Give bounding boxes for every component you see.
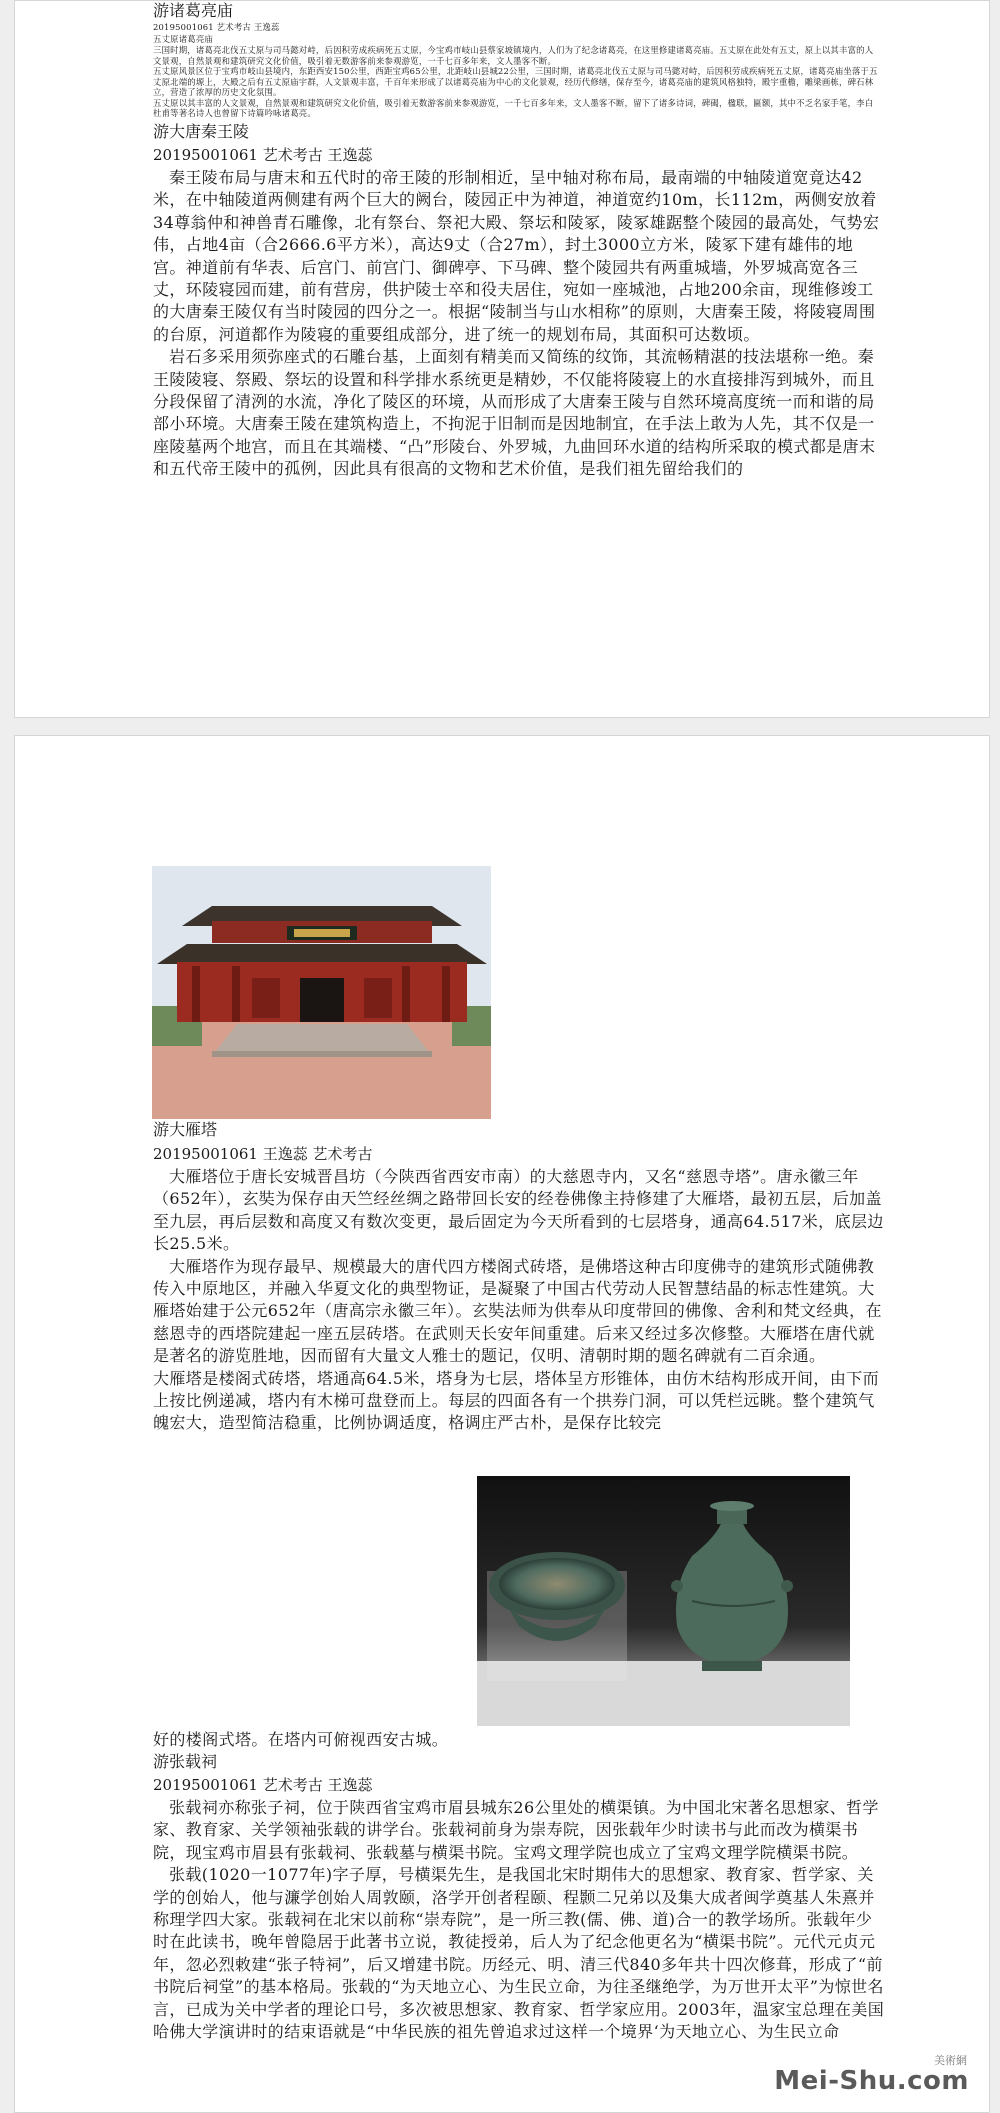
paragraph: 张载祠亦称张子祠，位于陕西省宝鸡市眉县城东26公里处的横渠镇。为中国北宋著名思想家、哲学家、教育家、关学领袖张载的讲学台。张载祠前身为崇寿院，因张载年少时读书与此而改为横渠书院，现宝鸡市眉县有张载祠、张载墓与横渠书院。宝鸡文理学院也成立了宝鸡文理学院横渠书院。	[153, 1798, 879, 1862]
paragraph: 秦王陵布局与唐末和五代时的帝王陵的形制相近，呈中轴对称布局，最南端的中轴陵道宽竟达42米，在中轴陵道两侧建有两个巨大的阙台，陵园正中为神道，神道宽约10m，长112m，两侧安放着34尊翁仲和神兽青石雕像，北有祭台、祭祀大殿、祭坛和陵冢，陵冢雄踞整个陵园的最高处，气势宏伟，占地4亩（合2666.6平方米），高达9丈（合27m），封土3000立方米，陵冢下建有雄伟的地宫。神道前有华表、后宫门、前宫门、御碑亭、下马碑、整个陵园共有两重城墙，外罗城高宽各三丈，环陵寝园而建，前有营房，供护陵士卒和役夫居住，宛如一座城池，占地200余亩，现维修竣工的大唐秦王陵仅有当时陵园的四分之一。根据“陵制当与山水相称”的原则，大唐秦王陵，将陵寝周围的台原，河道都作为陵寝的重要组成部分，进了统一的规划布局，其面积可达数顷。	[153, 168, 880, 344]
section-meta: 20195001061 王逸蕊 艺术考古	[153, 1145, 373, 1163]
paragraph: 张载(1020一1077年)字子厚，号横渠先生，是我国北宋时期伟大的思想家、教育家、哲学家、关学的创始人，他与濂学创始人周敦颐，洛学开创者程颐、程颢二兄弟以及集大成者闽学奠基人朱熹并称理学四大家。张载祠在北宋以前称“崇寿院”，是一所三教(儒、佛、道)合一的教学场所。张载年少时在此读书，晚年曾隐居于此著书立说，教徒授弟，后人为了纪念他更名为“横渠书院”。元代元贞元年，忽必烈敕建“张子特祠”，后又增建书院。历经元、明、清三代840多年共十四次修葺，形成了“前书院后祠堂”的基本格局。张载的“为天地立心、为生民立命，为往圣继绝学，为万世开太平”为惊世名言，已成为关中学者的理论口号，多次被思想家、教育家、哲学家应用。2003年，温家宝总理在美国哈佛大学演讲时的结束语就是“中华民族的祖先曾追求过这样一个境界‘为天地立心、为生民立命	[153, 1865, 885, 2042]
paragraph: 大雁塔位于唐长安城晋昌坊（今陕西省西安市南）的大慈恩寺内，又名“慈恩寺塔”。唐永徽三年（652年），玄奘为保存由天竺经丝绸之路带回长安的经卷佛像主持修建了大雁塔，最初五层，后加盖至九层，再后层数和高度又有数次变更，最后固定为今天所看到的七层塔身，通高64.517米，底层边长25.5米。	[153, 1167, 884, 1254]
temple-hall-photo	[152, 866, 491, 1119]
top-section-meta: 20195001061 艺术考古 王逸蕊	[153, 22, 280, 32]
paragraph: 岩石多采用须弥座式的石雕台基，上面刻有精美而又简练的纹饰，其流畅精湛的技法堪称一绝。秦王陵陵寝、祭殿、祭坛的设置和科学排水系统更是精妙，不仅能将陵寝上的水直接排泻到城外，而且分段保留了清洌的水流，净化了陵区的环境，从而形成了大唐秦王陵与自然环境高度统一而和谐的局部小环境。大唐秦王陵在建筑构造上，不拘泥于旧制而是因地制宜，在手法上敢为人先，其不仅是一座陵墓两个地宫，而且在其端楼、“凸”形陵台、外罗城，九曲回环水道的结构所采取的模式都是唐末和五代帝王陵中的孤例，因此具有很高的文物和艺术价值，是我们祖先留给我们的	[153, 347, 876, 479]
section-meta: 20195001061 艺术考古 王逸蕊	[153, 1776, 373, 1794]
top-section-subtitle: 五丈原诸葛亮庙	[153, 34, 214, 44]
top-paragraph: 五丈原风景区位于宝鸡市岐山县境内，东距西安150公里，西距宝鸡65公里，北距岐山县城22公里，三国时期，诸葛亮北伐五丈原与司马懿对峙，后因积劳成疾病死五丈原，诸葛亮庙坐落于五丈原北端的塬上，大殿之后有五丈原庙宇群，人文景观丰富，千百年来形成了以诸葛亮庙为中心的文化景观，经历代修缮，保存至今，诸葛亮庙的建筑风格独特，殿宇重檐，雕梁画栋，碑石林立，营造了浓厚的历史文化氛围。	[153, 66, 878, 97]
paragraph: 大雁塔是楼阁式砖塔，塔通高64.5米，塔身为七层，塔体呈方形锥体，由仿木结构形成开间，由下而上按比例递减，塔内有木梯可盘登而上。每层的四面各有一个拱券门洞，可以凭栏远眺。整个建筑气魄宏大，造型简洁稳重，比例协调适度，格调庄严古朴，是保存比较完	[153, 1368, 880, 1433]
top-section-title: 游诸葛亮庙	[153, 1, 234, 20]
paragraph: 好的楼阁式塔。在塔内可俯视西安古城。	[153, 1730, 449, 1749]
document-page-1	[14, 0, 990, 718]
section-title: 游大唐秦王陵	[153, 122, 250, 141]
watermark-logo: Mei-Shu.com	[774, 2066, 969, 2096]
watermark-brand-cn: 美術網	[934, 2054, 967, 2067]
section-body	[153, 167, 885, 481]
section-title: 游大雁塔	[153, 1120, 218, 1139]
section-body	[153, 1166, 885, 1435]
section-body-continued	[153, 1729, 885, 1751]
top-paragraph: 五丈原以其丰富的人文景观，自然景观和建筑研究文化价值，吸引着无数游客前来参观游览，一千七百多年来，文人墨客不断，留下了诸多诗词，碑碣，楹联，匾额，其中不乏名家手笔，李白杜甫等著名诗人也曾留下诗篇吟咏诸葛亮。	[153, 97, 874, 118]
section-body	[153, 1797, 885, 2043]
top-section-body	[153, 45, 879, 119]
section-title: 游张载祠	[153, 1752, 218, 1771]
bronze-artifacts-photo	[477, 1476, 850, 1726]
paragraph: 大雁塔作为现存最早、规模最大的唐代四方楼阁式砖塔，是佛塔这种古印度佛寺的建筑形式随佛教传入中原地区，并融入华夏文化的典型物证，是凝聚了中国古代劳动人民智慧结晶的标志性建筑。大雁塔始建于公元652年（唐高宗永徽三年）。玄奘法师为供奉从印度带回的佛像、舍利和梵文经典，在慈恩寺的西塔院建起一座五层砖塔。在武则天长安年间重建。后来又经过多次修整。大雁塔在唐代就是著名的游览胜地，因而留有大量文人雅士的题记，仅明、清朝时期的题名碑就有二百余通。	[153, 1256, 882, 1366]
document-page-2	[14, 735, 990, 2113]
top-paragraph: 三国时期，诸葛亮北伐五丈原与司马懿对峙，后因积劳成疾病死五丈原，今宝鸡市岐山县蔡家坡镇境内，人们为了纪念诸葛亮，在这里修建诸葛亮庙。五丈原在此处有五丈，原上以其丰富的人文景观，自然景观和建筑研究文化价值，吸引着无数游客前来参观游览，一千七百多年来，文人墨客不断。	[153, 45, 874, 66]
section-meta: 20195001061 艺术考古 王逸蕊	[153, 146, 373, 164]
